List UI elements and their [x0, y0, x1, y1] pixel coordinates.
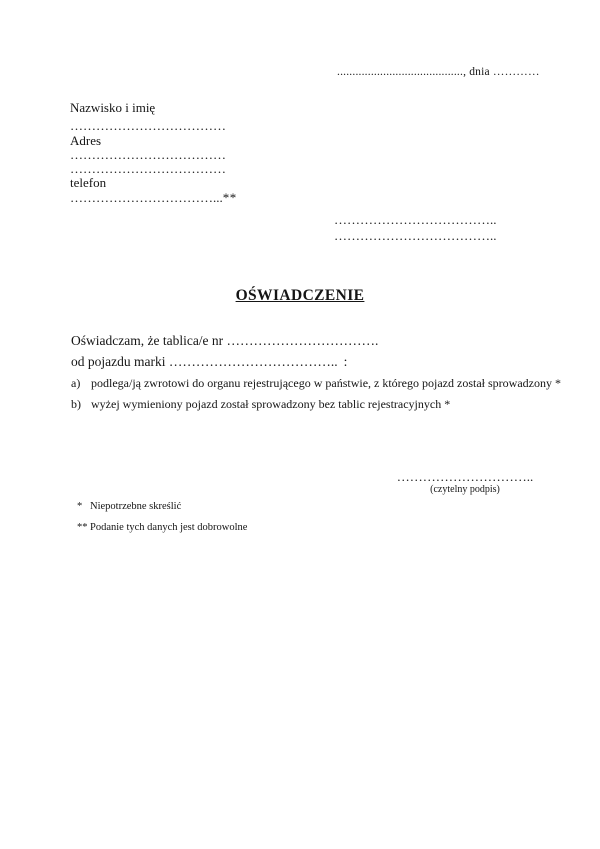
phone-fill-line [70, 191, 300, 205]
signature-block [395, 470, 535, 495]
footnote-single-asterisk [77, 501, 247, 512]
option-b-row [71, 394, 567, 415]
statement-line-1 [71, 330, 567, 351]
date-label: , dnia [463, 66, 493, 78]
name-fill-line: ……………………………… [70, 118, 226, 134]
footnote-2-marker: ** [77, 522, 88, 533]
place-fill-line: ......................................... [337, 66, 464, 78]
option-a-row [71, 373, 567, 394]
footnote-1-text: Niepotrzebne skreślić [90, 501, 182, 512]
statement-line-1-label: Oświadczam, że tablica/e nr [71, 333, 227, 348]
double-asterisk-reference: ** [222, 189, 237, 205]
document-title [0, 287, 600, 305]
option-a-marker: a) [71, 376, 81, 390]
option-a-text: podlega/ją zwrotowi do organu rejestrującego w państwie, z którego pojazd został sprowadzony * [91, 376, 561, 390]
plate-number-fill-line: ……………………………. [226, 333, 379, 348]
option-b-text: wyżej wymieniony pojazd został sprowadzony bez tablic rejestracyjnych * [91, 396, 451, 411]
vehicle-make-fill-line: ……………………………….. [168, 354, 338, 369]
signature-fill-line: ………………………….. [396, 469, 534, 484]
address-fill-line-2: ……………………………… [70, 161, 226, 177]
statement-line-2-label: od pojazdu marki [71, 354, 169, 369]
footnotes-block [77, 501, 247, 543]
document-title-text: OŚWIADCZENIE [235, 287, 365, 304]
statement-body [71, 330, 567, 414]
footnote-1-marker: * [77, 501, 83, 512]
statement-line-2-colon: : [343, 354, 348, 369]
date-line [337, 66, 540, 79]
statement-options [71, 373, 567, 414]
phone-fill-dots: ……………………………... [70, 189, 223, 205]
recipient-fill-line-1: ……………………………….. [334, 212, 497, 227]
sender-block [70, 101, 300, 205]
option-b-marker: b) [71, 396, 81, 411]
phone-label: telefon [70, 175, 107, 191]
address-fill-line-1: ……………………………… [70, 146, 226, 162]
date-fill-line: ………… [492, 66, 540, 78]
address-label: Adres [70, 132, 102, 148]
statement-line-2 [71, 351, 567, 372]
footnote-double-asterisk [77, 522, 247, 533]
recipient-block [334, 212, 564, 243]
footnote-2-text: Podanie tych danych jest dobrowolne [90, 522, 248, 533]
recipient-fill-line-2: ……………………………….. [334, 227, 497, 243]
name-label: Nazwisko i imię [70, 100, 156, 115]
signature-caption: (czytelny podpis) [430, 484, 500, 495]
